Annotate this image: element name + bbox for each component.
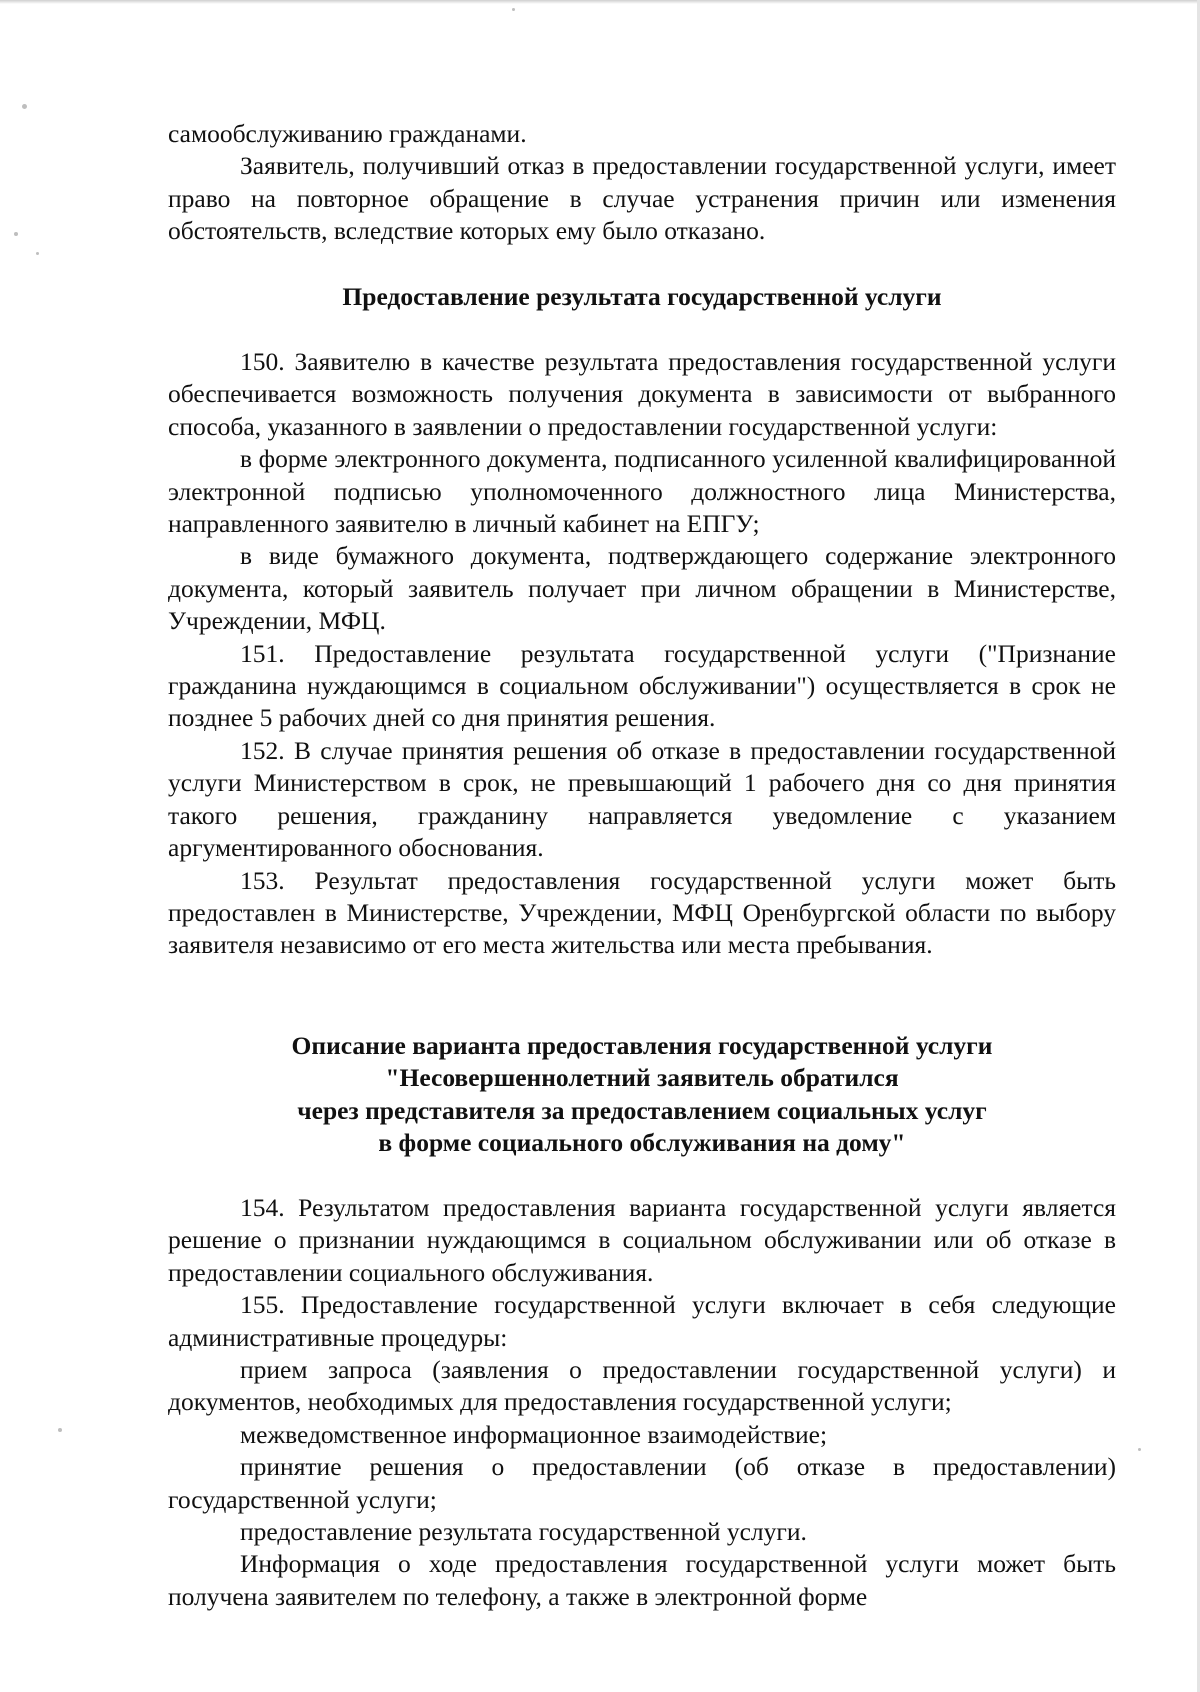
result-body — [168, 346, 1116, 962]
paragraph: 153. Результат предоставления государственной услуги может быть предоставлен в Министерстве, Учреждении, МФЦ Оренбургской области по выбору заявителя независимо от его места жительства или места пребывания. — [168, 865, 1116, 960]
section-heading: через представителя за предоставлением социальных услуг — [297, 1095, 987, 1125]
paragraph: 151. Предоставление результата государственной услуги ("Признание гражданина нуждающимся в социальном обслуживании") осуществляется в срок не позднее 5 рабочих дней со дня принятия решения. — [168, 638, 1116, 733]
scan-speck — [58, 1428, 62, 1432]
paragraph: предоставление результата государственной услуги. — [240, 1517, 807, 1547]
section-heading: Предоставление результата государственной услуги — [342, 282, 942, 311]
paragraph: в виде бумажного документа, подтверждающего содержание электронного документа, который заявитель получает при личном обращении в Министерстве, Учреждении, МФЦ. — [168, 541, 1116, 636]
scan-speck — [512, 8, 515, 11]
section-heading: в форме социального обслуживания на дому" — [378, 1128, 906, 1158]
scan-speck — [14, 232, 18, 236]
scan-edge — [0, 0, 1200, 4]
top-block — [168, 118, 1116, 248]
scan-speck — [22, 104, 27, 109]
paragraph: 155. Предоставление государственной услуги включает в себя следующие административные процедуры: — [168, 1290, 1116, 1352]
scan-speck — [36, 252, 39, 255]
variant-body — [168, 1192, 1116, 1613]
paragraph: 150. Заявителю в качестве результата предоставления государственной услуги обеспечивается возможность получения документа в зависимости от выбранного способа, указанного в заявлении о предоставлении государственной услуги: — [168, 347, 1116, 441]
section-heading: Описание варианта предоставления государственной услуги — [291, 1031, 993, 1060]
paragraph: принятие решения о предоставлении (об отказе в предоставлении) государственной услуги; — [168, 1452, 1116, 1514]
paragraph: в форме электронного документа, подписанного усиленной квалифицированной электронной подписью уполномоченного должностного лица Министерства, направленного заявителю в личный кабинет на ЕПГУ; — [168, 444, 1116, 539]
paragraph: Информация о ходе предоставления государственной услуги может быть получена заявителем по телефону, а также в электронной форме — [168, 1549, 1116, 1611]
paragraph: прием запроса (заявления о предоставлении государственной услуги) и документов, необходимых для предоставления государственной услуги; — [168, 1355, 1116, 1417]
paragraph: самообслуживанию гражданами. — [168, 119, 527, 148]
paragraph: Заявитель, получивший отказ в предоставлении государственной услуги, имеет право на повторное обращение в случае устранения причин или изменения обстоятельств, вследствие которых ему было отказано. — [168, 151, 1116, 246]
paragraph: межведомственное информационное взаимодействие; — [240, 1419, 828, 1449]
paragraph: 152. В случае принятия решения об отказе в предоставлении государственной услуги Министерством в срок, не превышающий 1 рабочего дня со дня принятия такого решения, гражданину направляется уведомление с указанием аргументированного обоснования. — [168, 735, 1116, 863]
variant-section — [168, 1030, 1116, 1160]
scan-speck — [1138, 1448, 1141, 1451]
section-heading: "Несовершеннолетний заявитель обратился — [385, 1063, 899, 1093]
paragraph: 154. Результатом предоставления варианта государственной услуги является решение о признании нуждающимся в социальном обслуживании или об отказе в предоставлении социального обслуживания. — [168, 1193, 1116, 1287]
result-section — [168, 281, 1116, 313]
